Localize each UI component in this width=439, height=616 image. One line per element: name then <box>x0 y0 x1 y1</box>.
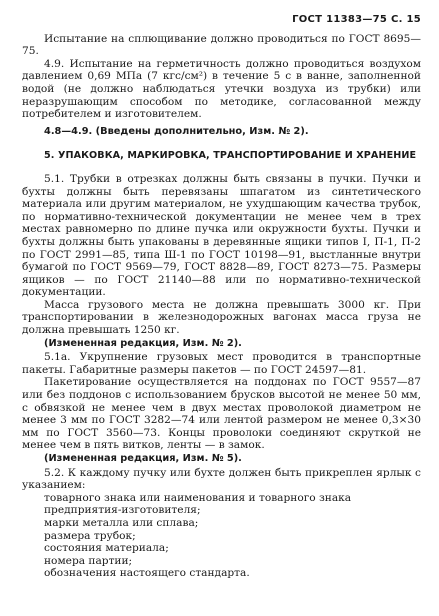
list-item: размера трубок; <box>44 529 136 542</box>
paragraph-packaging: Пакетирование осуществляется на поддонах по ГОСТ 9557—87 или без поддонов с использованием брусков высотой не менее 50 мм, с обвязкой не менее чем в двух местах проволокой диаметром не менее 3 мм по ГОСТ 3282—74 или лентой размером не менее 0,3×30 мм по ГОСТ 3560—73. Концы проволоки соединяют скруткой не менее чем в пять витков, ленты — в замок. <box>22 376 421 452</box>
label-contents-list <box>22 492 421 580</box>
paragraph-mass: Масса грузового места не должна превышать 3000 кг. При транспортировании в железнодорожных вагонах масса груза не должна превышать 1250 кг. <box>22 298 421 337</box>
list-item: номера партии; <box>44 554 133 567</box>
amendment-note-4-8: 4.8—4.9. (Введены дополнительно, Изм. № 2). <box>44 125 309 137</box>
paragraph-flattening-test: Испытание на сплющивание должно проводиться по ГОСТ 8695—75. <box>22 32 421 58</box>
page-header: ГОСТ 11383—75 С. 15 <box>292 14 421 25</box>
paragraph-4-9: 4.9. Испытание на герметичность должно проводиться воздухом давлением 0,69 МПа (7 кгс/см²) в течение 5 с в ванне, заполненной водой (не должно наблюдаться утечки воздуха из трубки) или неразрушающим способом по методике, согласованной между потребителем и изготовителем. <box>22 57 421 121</box>
paragraph-5-2: 5.2. К каждому пучку или бухте должен быть прикреплен ярлык с указанием: <box>22 466 421 492</box>
list-item: обозначения настоящего стандарта. <box>44 567 250 580</box>
list-item: марки металла или сплава; <box>44 516 199 529</box>
amendment-note-2: (Измененная редакция, Изм. № 5). <box>44 453 242 464</box>
list-item: товарного знака или наименования и товарного знака предприятия-изготовителя; <box>44 491 352 517</box>
list-item: состояния материала; <box>44 542 169 555</box>
section-title: 5. УПАКОВКА, МАРКИРОВКА, ТРАНСПОРТИРОВАНИЕ И ХРАНЕНИЕ <box>44 150 417 162</box>
paragraph-5-1a: 5.1а. Укрупнение грузовых мест проводится в транспортные пакеты. Габаритные размеры пакетов — по ГОСТ 24597—81. <box>22 351 421 376</box>
paragraph-5-1: 5.1. Трубки в отрезках должны быть связаны в пучки. Пучки и бухты должны быть перевязаны шпагатом из синтетического материала или другим материалом, не ухудшающим качества трубок, по нормативно-технической документации не менее чем в трех местах равномерно по длине пучка или окружности бухты. Пучки и бухты должны быть упакованы в деревянные ящики типов I, П-1, П-2 по ГОСТ 2991—85, типа Ш-1 по ГОСТ 10198—91, выстланные внутри бумагой по ГОСТ 9569—79, ГОСТ 8828—89, ГОСТ 8273—75. Размеры ящиков — по ГОСТ 21140—88 или по нормативно-технической документации. <box>22 172 421 299</box>
amendment-note-1: (Измененная редакция, Изм. № 2). <box>44 337 242 349</box>
